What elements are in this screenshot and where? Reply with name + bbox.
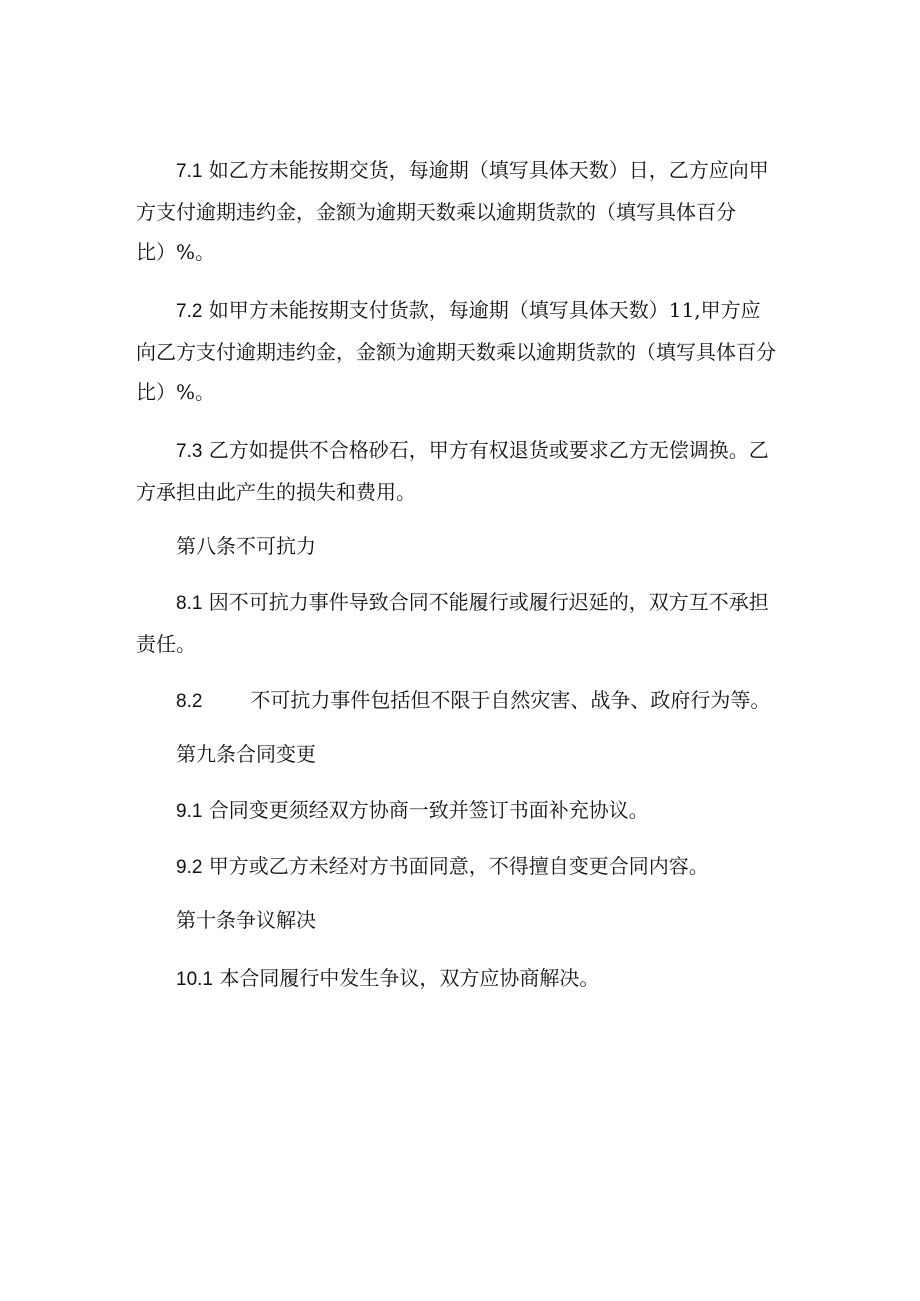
clause-number: 7.1 [176,161,203,182]
clause-text: 如甲方未能按期支付货款，每逾期（填写具体天数）11,甲方应 [208,298,761,322]
clause-text: 本合同履行中发生争议，双方应协商解决。 [219,966,600,990]
clause-text: 因不可抗力事件导致合同不能履行或履行迟延的，双方互不承担 [208,590,769,614]
section-heading-10: 第十条争议解决 [176,908,316,932]
clause-text: 如乙方未能按期交货，每逾期（填写具体天数）日，乙方应向甲 [208,158,769,182]
section-heading-9: 第九条合同变更 [176,742,316,766]
clause-8-2-line-1 [136,680,786,722]
clause-9-1-line-1 [136,790,786,832]
clause-8-1-line-1 [136,582,786,624]
clause-7-1-line-3: 比）%。 [136,240,216,264]
clause-7-1 [136,150,786,272]
clause-9-1 [136,790,786,832]
clause-number: 7.3 [176,441,203,462]
clause-text: 甲方或乙方未经对方书面同意，不得擅自变更合同内容。 [208,854,709,878]
clause-number: 9.2 [176,857,203,878]
clause-7-3-line-1 [136,430,786,472]
clause-number: 8.1 [176,593,203,614]
clause-7-3 [136,430,786,512]
clause-number: 9.1 [176,801,203,822]
clause-7-1-line-1 [136,150,786,192]
clause-number: 10.1 [176,969,213,990]
clause-8-2 [136,680,786,722]
clause-8-1-line-2: 责任。 [136,632,196,656]
section-heading-8: 第八条不可抗力 [176,534,316,558]
clause-9-2-line-1 [136,846,786,888]
clause-8-1 [136,582,786,664]
clause-7-3-line-2: 方承担由此产生的损失和费用。 [136,480,416,504]
clause-7-2 [136,290,786,412]
clause-7-2-line-2: 向乙方支付逾期违约金，金额为逾期天数乘以逾期货款的（填写具体百分 [136,340,776,364]
clause-text: 乙方如提供不合格砂石，甲方有权退货或要求乙方无偿调换。乙 [208,438,769,462]
clause-text: 合同变更须经双方协商一致并签订书面补充协议。 [208,798,649,822]
clause-7-2-line-3: 比）%。 [136,380,216,404]
clause-7-2-line-1 [136,290,786,332]
clause-9-2 [136,846,786,888]
clause-7-1-line-2: 方支付逾期违约金，金额为逾期天数乘以逾期货款的（填写具体百分 [136,200,736,224]
clause-10-1 [136,958,786,1000]
clause-10-1-line-1 [136,958,786,1000]
clause-number: 8.2 [176,691,203,712]
clause-number: 7.2 [176,301,203,322]
clause-text: 不可抗力事件包括但不限于自然灾害、战争、政府行为等。 [250,688,771,712]
